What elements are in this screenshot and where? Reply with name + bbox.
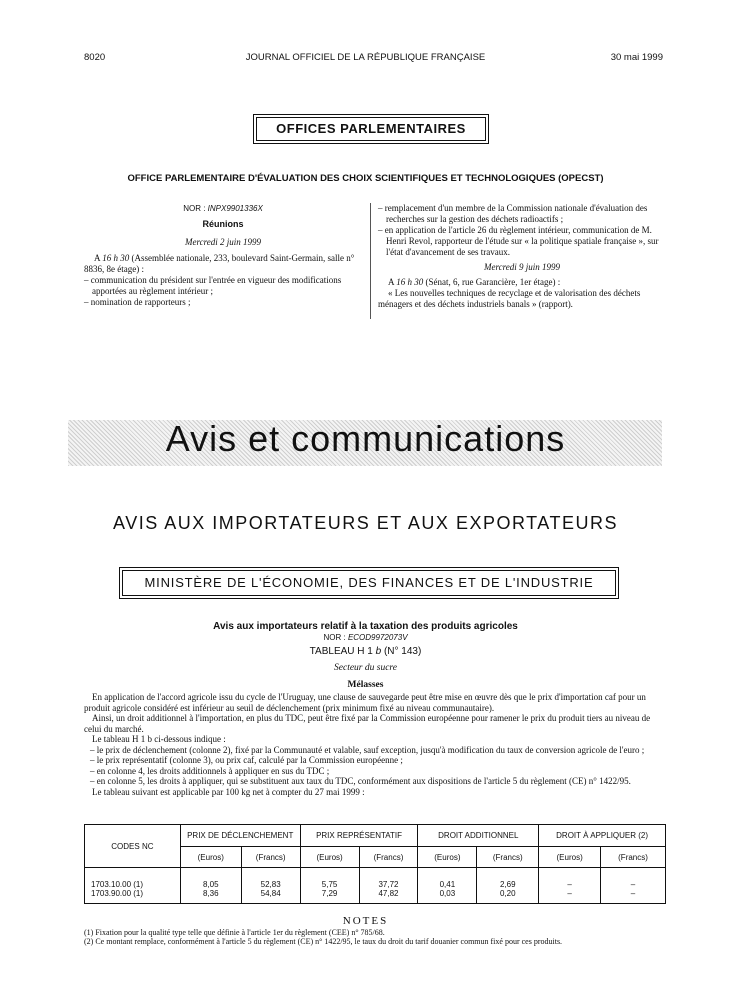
column-divider [370,203,371,319]
header-prix-declenchement: PRIX DE DÉCLENCHEMENT [180,825,300,847]
left-column [84,203,362,308]
nor-code: INPX9901336X [207,204,263,213]
subheader: (Francs) [477,847,539,868]
header-prix-representatif: PRIX REPRÉSENTATIF [300,825,418,847]
subheader: (Euros) [300,847,359,868]
cell-value: 8,36 [180,889,241,904]
avis-title: AVIS AUX IMPORTATEURS ET AUX EXPORTATEURS [113,513,618,533]
table-title: TABLEAU H 1 b (N° 143) [309,646,422,657]
meeting-1-location: A 16 h 30 (Assemblée nationale, 233, boulevard Saint-Germain, salle n° 8836, 8e étage) : [84,253,355,274]
body-dash-4: – en colonne 5, les droits à appliquer, qui se substituent aux taux du TDC, conformément aux dispositions de l'article 5 du règlement (CE) n° 1422/95. [90,776,631,786]
header-droit-additionnel: DROIT ADDITIONNEL [418,825,539,847]
header-droit-a-appliquer: DROIT À APPLIQUER (2) [539,825,666,847]
meeting-2-topic: « Les nouvelles techniques de recyclage et de valorisation des déchets ménagers et des déchets industriels banals » (rapport). [378,288,641,309]
cell-value: 54,84 [241,889,300,904]
nor-line [84,203,362,214]
cell-value: 47,82 [359,889,418,904]
subheader: (Francs) [601,847,666,868]
cell-code: 1703.90.00 (1) [85,889,181,904]
subheader: (Euros) [539,847,601,868]
cell-value: 0,20 [477,889,539,904]
table-row [85,880,666,889]
cell-value: 37,72 [359,880,418,889]
cell-value: 2,69 [477,880,539,889]
cell-value: – [539,880,601,889]
ministry-title: MINISTÈRE DE L'ÉCONOMIE, DES FINANCES ET DE L'INDUSTRIE [144,575,594,590]
meeting-date-2: Mercredi 9 juin 1999 [483,262,561,272]
product-heading: Mélasses [347,680,384,690]
notes-title: NOTES [342,915,389,927]
table-row [85,889,666,904]
cell-value: 52,83 [241,880,300,889]
notes [84,928,666,946]
avis-nor [0,633,731,642]
body-paragraph-3: Le tableau H 1 b ci-dessous indique : [92,734,226,744]
meeting-date-1: Mercredi 2 juin 1999 [184,237,262,247]
body-dash-3: – en colonne 4, les droits additionnels à appliquer en sus du TDC ; [90,765,330,776]
tariff-table [84,824,666,904]
agenda-item-4: – en application de l'article 26 du règlement intérieur, communication de M. Henri Revol, rapporteur de l'étude sur « la politique spatiale française », sur l'état d'avancement de ses travaux. [378,225,659,257]
subheader: (Francs) [241,847,300,868]
body-dash-1: – le prix de déclenchement (colonne 2), fixé par la Communauté et valable, sauf exception, jusqu'à modification du taux de conversion agricole de l'euro ; [90,744,645,755]
agenda-item-2: – nomination de rapporteurs ; [84,297,191,307]
agenda-item-1: – communication du président sur l'entrée en vigueur des modifications apportées au règlement intérieur ; [84,275,342,296]
subheader: (Euros) [418,847,477,868]
subheader: (Francs) [359,847,418,868]
page-number: 8020 [84,52,106,63]
note-2: (2) Ce montant remplace, conformément à l'article 5 du règlement (CE) n° 1422/95, le taux du droit du tarif douanier commun fixé pour ces produits. [84,937,563,946]
body-dash-2: – le prix représentatif (colonne 3), ou prix caf, calculé par la Commission européenne ; [90,755,403,765]
cell-value: 0,41 [418,880,477,889]
office-title: OFFICE PARLEMENTAIRE D'ÉVALUATION DES CHOIX SCIENTIFIQUES ET TECHNOLOGIQUES (OPECST) [127,173,604,184]
cell-code: 1703.10.00 (1) [85,880,181,889]
right-column [378,203,666,310]
cell-value: – [539,889,601,904]
header-codes-nc: CODES NC [85,825,181,868]
body-paragraph-4: Le tableau suivant est applicable par 100 kg net à compter du 27 mai 1999 : [92,786,365,797]
avis-nor-label: NOR : [323,633,346,642]
cell-value: – [601,889,666,904]
banner-title: Avis et communications [165,418,566,459]
cell-value: – [601,880,666,889]
cell-value: 8,05 [180,880,241,889]
cell-value: 0,03 [418,889,477,904]
journal-title: JOURNAL OFFICIEL DE LA RÉPUBLIQUE FRANÇAISE [245,52,486,63]
body-paragraph-1: En application de l'accord agricole issu du cycle de l'Uruguay, une clause de sauvegarde peut être mise en œuvre dès que le prix d'importation caf pour un produit agricole considéré est inférieur au seuil de déclenchement (prix minimum fixé au niveau communautaire). [84,692,646,713]
meeting-2-location: A 16 h 30 (Sénat, 6, rue Garancière, 1er étage) : [388,277,561,287]
ministry-box [122,570,616,596]
issue-date: 30 mai 1999 [610,52,663,63]
section-title: OFFICES PARLEMENTAIRES [276,121,466,136]
cell-value: 5,75 [300,880,359,889]
reunions-heading: Réunions [202,219,244,229]
nor-label: NOR : [183,204,206,213]
avis-nor-code: ECOD9972073V [347,633,408,642]
body-paragraph-2: Ainsi, un droit additionnel à l'importation, en plus du TDC, peut être fixé par la Commission européenne pour ramener le prix du produit tiers au niveau de celui du marché. [84,713,651,734]
subheader: (Euros) [180,847,241,868]
avis-body [84,692,666,797]
avis-subtitle: Avis aux importateurs relatif à la taxation des produits agricoles [213,621,518,632]
section-title-box [256,117,486,141]
secteur: Secteur du sucre [334,663,397,673]
cell-value: 7,29 [300,889,359,904]
note-1: (1) Fixation pour la qualité type telle que définie à l'article 1er du règlement (CEE) n° 785/68. [84,928,385,937]
agenda-item-3: – remplacement d'un membre de la Commission nationale d'évaluation des recherches sur la gestion des déchets radioactifs ; [378,203,648,224]
